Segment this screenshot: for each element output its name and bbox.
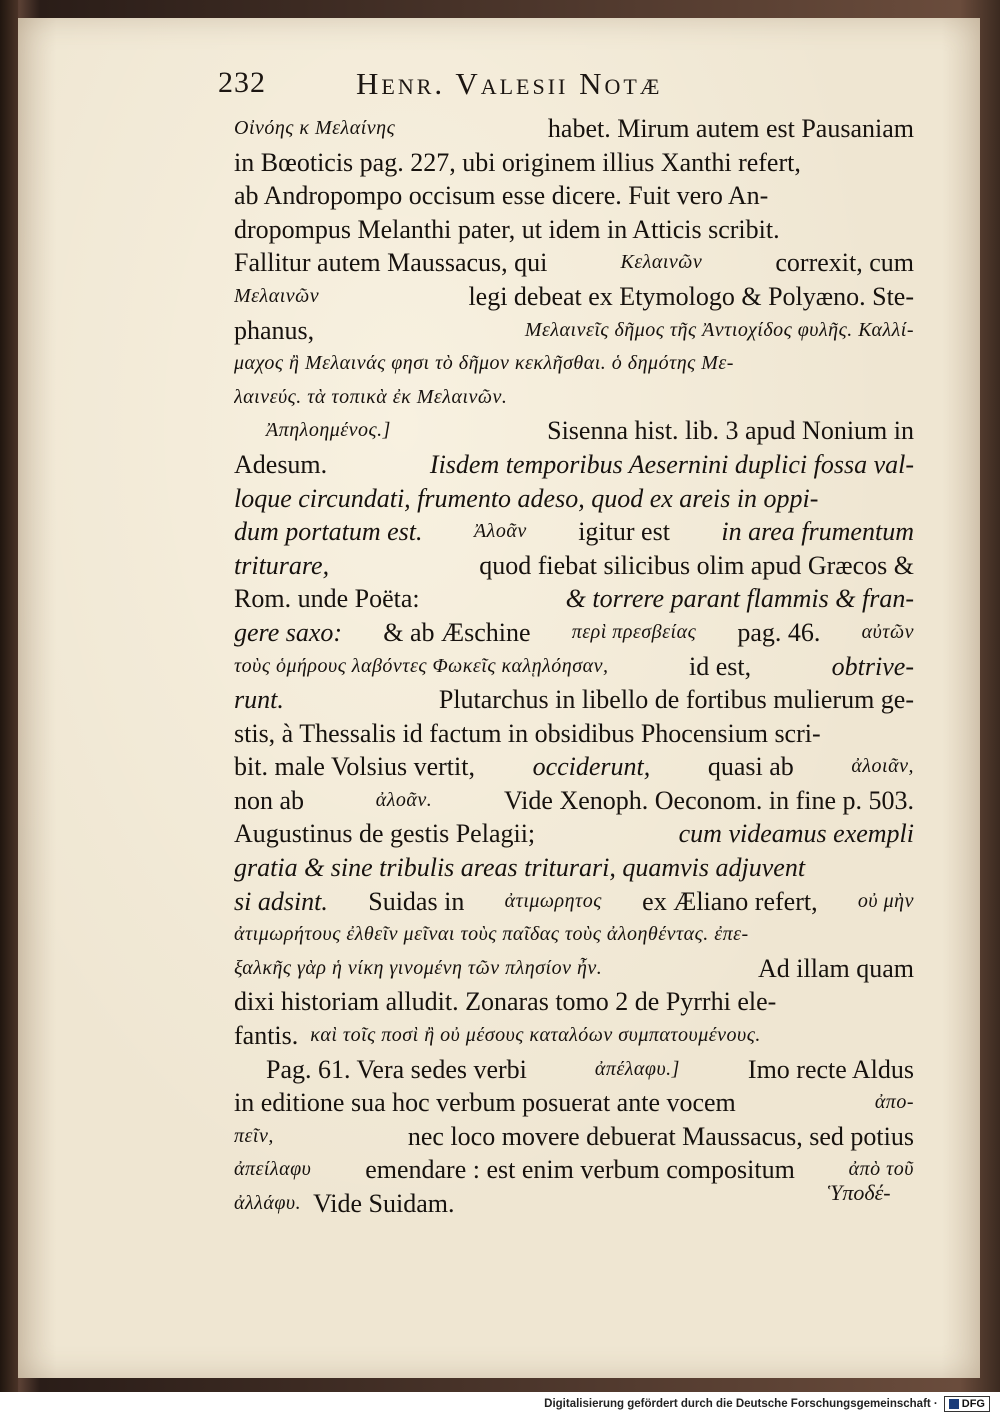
greek-text: ἀπὸ τοῦ: [848, 1158, 914, 1181]
greek-text: ξαλκῆς γὰρ ἡ νίκη γινομένη τῶν πλησίον ἦν.: [234, 956, 603, 979]
scan-edge: [0, 0, 18, 1392]
text-line: [234, 414, 914, 448]
text-line: [234, 717, 914, 751]
text-line: [234, 1187, 914, 1221]
text-line: [234, 851, 914, 885]
text-line: [234, 750, 914, 784]
latin-text: dixi historiam alludit. Zonaras tomo 2 de Pyrrhi ele-: [234, 987, 777, 1017]
latin-text: fantis.: [234, 1021, 299, 1051]
text-line: [234, 515, 914, 549]
text-line: [234, 784, 914, 818]
greek-text: καὶ τοῖς ποσὶ ἢ οὐ μέσους καταλόων συμπατουμένους.: [310, 1024, 761, 1047]
text-line: [234, 952, 914, 986]
latin-text: nec loco movere debuerat Maussacus, sed potius: [407, 1121, 914, 1151]
greek-text: ἀλλάφυ.: [234, 1192, 302, 1214]
italic-text: triturare,: [234, 550, 330, 580]
text-line: [234, 314, 914, 348]
running-head: Henr. Valesii Notæ: [356, 66, 663, 101]
dfg-logo-label: DFG: [961, 1398, 985, 1410]
text-line: [234, 918, 914, 952]
latin-text: ab Andropompo occisum esse dicere. Fuit vero An-: [234, 181, 769, 211]
latin-text: Pag. 61. Vera sedes verbi: [266, 1054, 527, 1084]
text-line: [234, 985, 914, 1019]
dfg-logo: [944, 1396, 990, 1412]
greek-text: περὶ πρεσβείας: [571, 620, 697, 643]
italic-text: gere saxo:: [234, 617, 343, 647]
italic-text: in area frumentum: [721, 517, 914, 547]
latin-text: bit. male Volsius vertit,: [234, 752, 475, 782]
text-line: [234, 1053, 914, 1087]
greek-text: λαινεύς. τὰ τοπικὰ ἐκ Μελαινῶν.: [234, 385, 508, 408]
text-line: [234, 1153, 914, 1187]
text-line: [234, 817, 914, 851]
latin-text: quod fiebat silicibus olim apud Græcos &: [479, 550, 914, 580]
italic-text: gratia & sine tribulis areas triturari, quamvis adjuvent: [234, 853, 806, 883]
latin-text: id est,: [689, 651, 752, 681]
italic-text: si adsint.: [234, 886, 328, 916]
italic-text: Iisdem temporibus Aesernini duplici fossa val-: [429, 449, 914, 479]
page-number: 232: [218, 66, 266, 99]
italic-text: dum portatum est.: [234, 517, 423, 547]
greek-text: Ἀπηλοημένος.]: [266, 419, 391, 442]
italic-text: cum videamus exempli: [678, 819, 914, 849]
latin-text: Ad illam quam: [758, 953, 914, 983]
latin-text: igitur est: [578, 517, 670, 547]
latin-text: Suidas in: [368, 886, 465, 916]
text-line: [234, 549, 914, 583]
greek-text: Μελαινεῖς δῆμος τῆς Ἀντιοχίδος φυλῆς. Καλλί-: [524, 318, 914, 341]
greek-text: ἀτιμωρητος: [504, 889, 602, 912]
greek-text: Οἰνόης κ Μελαίνης: [234, 117, 396, 139]
text-line: [234, 683, 914, 717]
latin-text: quasi ab: [707, 752, 794, 782]
latin-text: Sisenna hist. lib. 3 apud Nonium in: [547, 416, 914, 446]
text-line: [234, 179, 914, 213]
latin-text: Plutarchus in libello de fortibus mulierum ge-: [438, 685, 914, 715]
latin-text: & ab Æschine: [383, 617, 531, 647]
dfg-logo-mark-icon: [949, 1399, 959, 1409]
text-line: [234, 650, 914, 684]
italic-text: loque circundati, frumento adeso, quod ex areis in oppi-: [234, 483, 819, 513]
greek-text: ἀπείλαφυ: [234, 1158, 312, 1181]
text-line: [234, 616, 914, 650]
italic-text: obtrive-: [831, 651, 914, 681]
greek-text: ἀλοιᾶν,: [851, 755, 914, 778]
latin-text: Fallitur autem Maussacus, qui: [234, 248, 548, 278]
greek-text: ἀπο-: [874, 1091, 914, 1114]
latin-text: in Bœoticis pag. 227, ubi originem illius Xanthi refert,: [234, 147, 801, 177]
latin-text: correxit, cum: [775, 248, 914, 278]
italic-text: & torrere parant flammis & fran-: [565, 584, 914, 614]
greek-text: Κελαινῶν: [620, 251, 703, 274]
latin-text: pag. 46.: [737, 617, 821, 647]
latin-text: Adesum.: [234, 449, 328, 479]
text-line: [234, 347, 914, 381]
greek-text: Ἀλοᾶν: [473, 520, 527, 543]
greek-text: Μελαινῶν: [234, 284, 320, 307]
text-line: [234, 246, 914, 280]
text-line: [234, 146, 914, 180]
greek-text: αὐτῶν: [861, 620, 914, 643]
latin-text: phanus,: [234, 315, 315, 345]
latin-text: dropompus Melanthi pater, ut idem in Atticis scribit.: [234, 214, 780, 244]
body-text: [234, 112, 914, 1221]
latin-text: habet. Mirum autem est Pausaniam: [547, 114, 914, 143]
latin-text: Rom. unde Poëta:: [234, 584, 420, 614]
latin-text: emendare : est enim verbum compositum: [365, 1155, 795, 1185]
greek-text: ἀλοᾶν.: [375, 788, 433, 811]
text-line: [234, 112, 914, 146]
greek-text: οὐ μὴν: [857, 889, 914, 912]
text-line: [234, 1120, 914, 1154]
latin-text: stis, à Thessalis id factum in obsidibus Phocensium scri-: [234, 718, 821, 748]
text-line: [234, 482, 914, 516]
greek-text: μαχος ἢ Μελαινάς φησι τὸ δῆμον κεκλῆσθαι. ὁ δημότης Με-: [234, 352, 734, 375]
latin-text: in editione sua hoc verbum posuerat ante vocem: [234, 1088, 736, 1118]
latin-text: ex Æliano refert,: [642, 886, 818, 916]
italic-text: runt.: [234, 685, 284, 715]
greek-text: τοὺς ὁμήρους λαβόντες Φωκεῖς καλῃλόησαν,: [234, 654, 609, 677]
catchword: Ὑποδέ-: [828, 1180, 891, 1205]
text-line: [234, 1086, 914, 1120]
latin-text: Augustinus de gestis Pelagii;: [234, 819, 536, 849]
text-line: [234, 1019, 914, 1053]
latin-text: legi debeat ex Etymologo & Polyæno. Ste-: [468, 281, 914, 311]
greek-text: ἀτιμωρήτους ἐλθεῖν μεῖναι τοὺς παῖδας τοὺς ἀλοηθέντας. ἐπε-: [234, 923, 749, 946]
latin-text: Vide Xenoph. Oeconom. in fine p. 503.: [503, 785, 914, 815]
latin-text: Vide Suidam.: [313, 1189, 455, 1218]
text-line: [234, 381, 914, 415]
text-line: [234, 213, 914, 247]
text-line: [234, 885, 914, 919]
latin-text: non ab: [234, 785, 305, 815]
page-header: [218, 62, 778, 106]
footer-credit: Digitalisierung gefördert durch die Deutsche Forschungsgemeinschaft ·: [544, 1398, 938, 1410]
greek-text: ἀπέλαφυ.]: [594, 1057, 680, 1080]
latin-text: Imo recte Aldus: [747, 1054, 914, 1084]
text-line: [234, 448, 914, 482]
text-line: [234, 582, 914, 616]
footer-bar: [0, 1392, 1000, 1416]
text-line: [234, 280, 914, 314]
greek-text: πεῖν,: [234, 1124, 274, 1147]
italic-text: occiderunt,: [532, 752, 651, 782]
